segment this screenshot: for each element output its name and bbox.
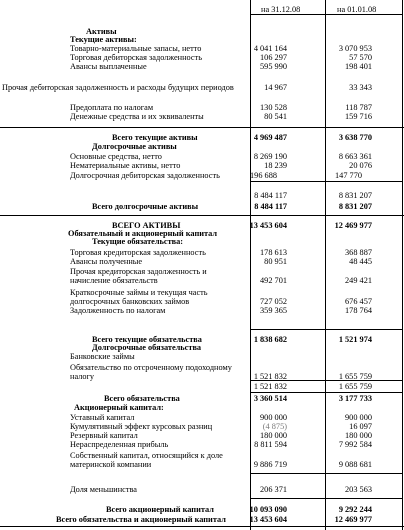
value-2008: 9 886 719	[253, 460, 287, 469]
value-2007: 198 401	[345, 62, 372, 71]
value-2008: 130 528	[260, 103, 287, 112]
value-2008: 4 969 487	[253, 133, 287, 142]
value-2007: 20 076	[349, 161, 372, 170]
value-2007: 178 764	[345, 306, 372, 315]
value-2007: 203 563	[345, 485, 372, 494]
column-divider	[250, 0, 251, 530]
column-divider	[402, 0, 403, 530]
value-2007: 249 421	[345, 276, 372, 285]
horizontal-rule	[250, 473, 402, 474]
value-2007: 8 663 361	[338, 152, 372, 161]
row-label: начисление обязательств	[70, 276, 158, 285]
row-label: Прочая кредиторская задолженность и	[70, 267, 207, 276]
value-2008: 180 000	[260, 431, 287, 440]
value-2007: 8 831 207	[338, 191, 372, 200]
column-header-2007: на 01.01.08	[337, 5, 377, 14]
value-2008: 1 521 832	[253, 372, 287, 381]
value-2008: 13 453 604	[249, 515, 287, 524]
horizontal-rule	[250, 181, 402, 182]
value-2008: 359 365	[260, 306, 287, 315]
value-2008: 14 967	[264, 83, 287, 92]
row-label: Текущие активы:	[70, 35, 137, 44]
row-label: Активы	[86, 27, 117, 36]
row-label: Торговая дебиторская задолженность	[70, 53, 203, 62]
value-2008: (4 875)	[262, 422, 287, 431]
horizontal-rule	[250, 14, 402, 15]
value-2007: 1 655 759	[338, 372, 372, 381]
value-2007: 3 177 733	[338, 394, 372, 403]
value-2008: 1 838 682	[253, 335, 287, 344]
value-2008: 727 052	[260, 297, 287, 306]
row-label: Долгосрочные обязательства	[92, 343, 202, 352]
row-label: Авансы полученные	[70, 257, 143, 266]
column-header-2008: на 31.12.08	[261, 5, 301, 14]
row-label: долгосрочных банковских займов	[70, 297, 190, 306]
value-2007: 9 292 244	[338, 505, 372, 514]
value-2007: 118 787	[345, 103, 372, 112]
horizontal-rule	[250, 498, 402, 499]
row-label: Резервный капитал	[70, 431, 138, 440]
row-label: Обязательство по отсроченному подоходному	[70, 363, 232, 372]
value-2007: 147 770	[335, 171, 362, 180]
value-2007: 159 716	[345, 112, 372, 121]
row-label: Нематериальные активы, нетто	[70, 161, 181, 170]
value-2008: 13 453 604	[249, 221, 287, 230]
value-2007: 16 097	[349, 422, 372, 431]
value-2007: 180 000	[345, 431, 372, 440]
value-2008: 10 093 090	[249, 505, 287, 514]
value-2008: 595 990	[260, 62, 287, 71]
value-2008: 492 701	[260, 276, 287, 285]
row-label: Основные средства, нетто	[70, 152, 162, 161]
row-label: материнской компании	[70, 460, 152, 469]
row-label: Торговая кредиторская задолженность	[70, 248, 206, 257]
value-2008: 106 297	[260, 53, 287, 62]
value-2007: 3 070 953	[338, 44, 372, 53]
row-label: Товарно-материальные запасы, нетто	[70, 44, 202, 53]
value-2007: 48 445	[349, 257, 372, 266]
value-2007: 8 831 207	[338, 202, 372, 211]
value-2008: 80 951	[264, 257, 287, 266]
row-label: Собственный капитал, относящийся к доле	[70, 451, 223, 460]
value-2007: 676 457	[345, 297, 372, 306]
row-label: Всего текущие обязательства	[92, 335, 202, 344]
value-2007: 3 638 770	[338, 133, 372, 142]
row-label: Акционерный капитал:	[74, 403, 164, 412]
horizontal-rule	[250, 392, 402, 393]
value-2008: 900 000	[260, 413, 287, 422]
value-2008: 196 688	[250, 171, 277, 180]
row-label: Долгосрочная дебиторская задолженность	[70, 171, 220, 180]
row-label: ВСЕГО АКТИВЫ	[112, 221, 181, 230]
value-2008: 8 811 594	[254, 440, 287, 449]
row-label: Предоплата по налогам	[70, 103, 154, 112]
value-2008: 206 371	[260, 485, 287, 494]
horizontal-rule	[250, 329, 402, 330]
value-2007: 368 887	[345, 248, 372, 257]
value-2007: 900 000	[345, 413, 372, 422]
horizontal-rule	[250, 380, 402, 381]
row-label: Авансы выплаченные	[70, 62, 147, 71]
value-2007: 33 343	[349, 83, 372, 92]
row-label: Краткосрочные займы и текущая часть	[70, 288, 208, 297]
value-2008: 3 360 514	[253, 394, 287, 403]
value-2008: 8 484 117	[254, 191, 287, 200]
value-2007: 1 521 974	[338, 335, 372, 344]
value-2007: 9 088 681	[338, 460, 372, 469]
row-label: Долгосрочные активы	[92, 142, 177, 151]
row-label: Всего текущие активы	[112, 133, 198, 142]
horizontal-rule	[0, 215, 404, 216]
row-label: Всего долгосрочные активы	[92, 202, 199, 211]
row-label: Прочая дебиторская задолженность и расходы будущих периодов	[2, 83, 234, 92]
row-label: налогу	[70, 372, 95, 381]
value-2007: 12 469 977	[334, 515, 372, 524]
row-label: Денежные средства и их эквиваленты	[70, 112, 204, 121]
value-2007: 12 469 977	[334, 221, 372, 230]
row-label: Текущие обязательства:	[92, 237, 184, 246]
row-label: Уставный капитал	[70, 413, 135, 422]
value-2008: 1 521 832	[253, 382, 287, 391]
row-label: Всего обязательства и акционерный капитал	[56, 515, 226, 524]
row-label: Кумулятивный эффект курсовых разниц	[70, 422, 213, 431]
row-label: Всего акционерный капитал	[106, 505, 214, 514]
value-2008: 18 239	[264, 161, 287, 170]
value-2008: 178 613	[260, 248, 287, 257]
row-label: Доля меньшинства	[70, 485, 137, 494]
row-label: Задолженность по налогам	[70, 306, 166, 315]
value-2008: 80 541	[264, 112, 287, 121]
row-label: Нераспределенная прибыль	[70, 440, 169, 449]
value-2007: 1 655 759	[338, 382, 372, 391]
value-2007: 57 570	[349, 53, 372, 62]
horizontal-rule	[0, 526, 404, 527]
value-2008: 8 484 117	[254, 202, 287, 211]
value-2008: 8 269 190	[253, 152, 287, 161]
horizontal-rule	[0, 127, 404, 128]
row-label: Обязательный и акционерный капитал	[68, 229, 218, 238]
row-label: Всего обязательства	[104, 394, 180, 403]
column-divider	[325, 0, 326, 530]
row-label: Банковские займы	[70, 352, 135, 361]
value-2007: 7 992 584	[338, 440, 372, 449]
value-2008: 4 041 164	[253, 44, 287, 53]
